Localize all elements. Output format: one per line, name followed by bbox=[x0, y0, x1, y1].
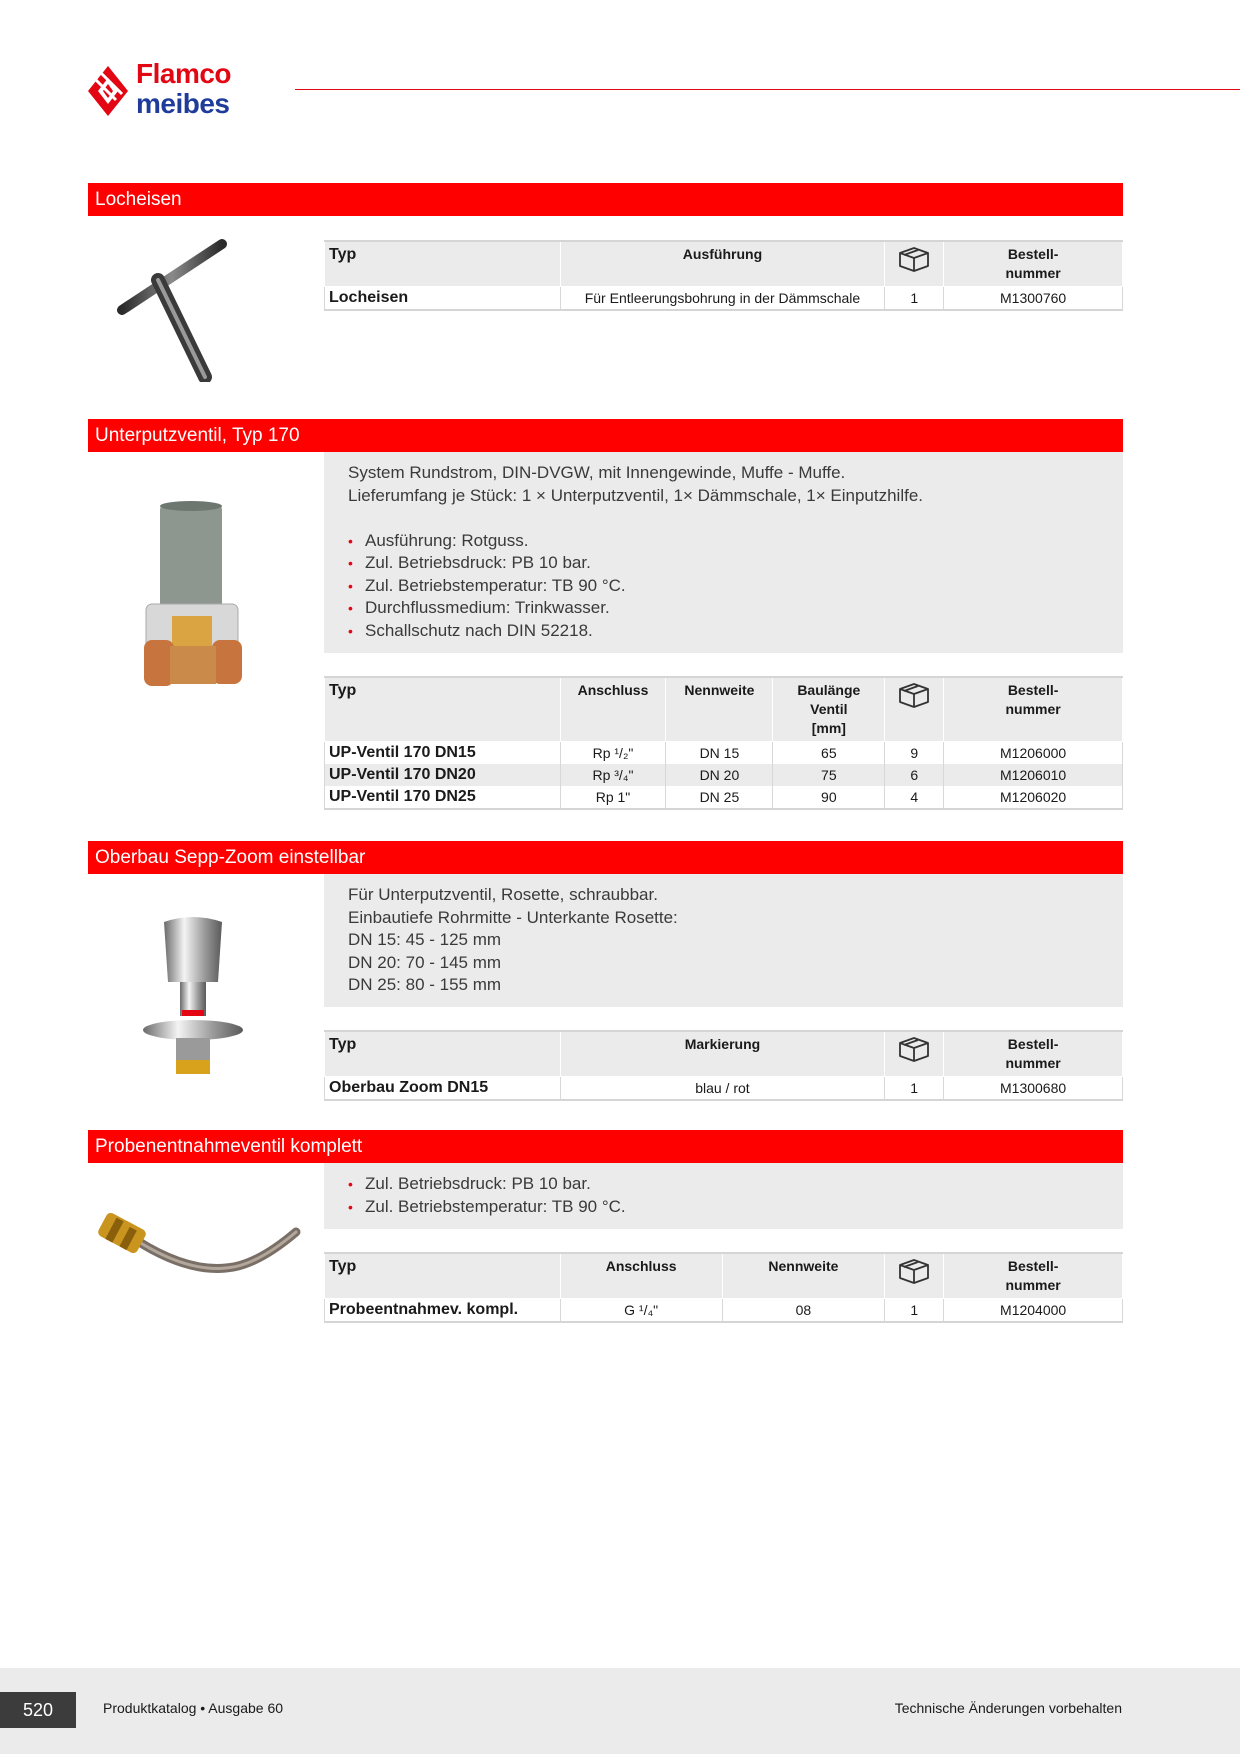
col-markierung: Markierung bbox=[560, 1031, 885, 1077]
col-anschluss: Anschluss bbox=[560, 677, 666, 742]
probe-feature-list bbox=[348, 1173, 1099, 1218]
logo-text-flamco: Flamco bbox=[136, 58, 232, 89]
probe-product-image bbox=[96, 1210, 302, 1310]
flamco-logo-icon bbox=[86, 64, 130, 118]
list-item: • Durchflussmedium: Trinkwasser. bbox=[348, 597, 1099, 620]
upventil-feature-list bbox=[348, 530, 1099, 643]
footer-catalog-label: Produktkatalog • Ausgabe 60 bbox=[103, 1700, 284, 1716]
col-nennweite: Nennweite bbox=[722, 1253, 885, 1299]
col-typ: Typ bbox=[325, 241, 561, 287]
upventil-table bbox=[324, 676, 1123, 810]
table-row: UP-Ventil 170 DN25 Rp 1" DN 25 90 4 M1206020 bbox=[325, 786, 1123, 809]
list-item: • Schallschutz nach DIN 52218. bbox=[348, 620, 1099, 643]
col-bestellnummer: Bestell- nummer bbox=[944, 1031, 1123, 1077]
upventil-description: System Rundstrom, DIN-DVGW, mit Innengewinde, Muffe - Muffe. Lieferumfang je Stück: 1 × Unterputzventil, 1× Dämmschale, 1× Einputzhilfe. • Ausführung: Rotguss. • Zul. Betriebsdruck: PB 10 bar. • Zul. Betriebstemperatur: TB 90 °C. • Durchflussmedium: Trinkwasser. • Schallschutz nach DIN 52218. bbox=[324, 452, 1123, 653]
package-icon bbox=[896, 681, 932, 709]
list-item: • Ausführung: Rotguss. bbox=[348, 530, 1099, 553]
brand-logo bbox=[86, 58, 266, 124]
table-row: Probeentnahmev. kompl. G ¹/₄" 08 1 M1204000 bbox=[325, 1299, 1123, 1323]
col-bestellnummer: Bestell- nummer bbox=[944, 677, 1123, 742]
oberbau-description: Für Unterputzventil, Rosette, schraubbar. Einbautiefe Rohrmitte - Unterkante Rosette: DN 15: 45 - 125 mm DN 20: 70 - 145 mm DN 25: 80 - 155 mm bbox=[324, 874, 1123, 1007]
col-typ: Typ bbox=[325, 1031, 561, 1077]
upventil-product-image bbox=[142, 500, 252, 690]
section-title-upventil: Unterputzventil, Typ 170 bbox=[88, 419, 1123, 452]
package-icon bbox=[896, 1257, 932, 1285]
table-row: Locheisen Für Entleerungsbohrung in der Dämmschale 1 M1300760 bbox=[325, 287, 1123, 311]
section-title-probe: Probenentnahmeventil komplett bbox=[88, 1130, 1123, 1163]
list-item: • Zul. Betriebstemperatur: TB 90 °C. bbox=[348, 575, 1099, 598]
table-row: Oberbau Zoom DN15 blau / rot 1 M1300680 bbox=[325, 1077, 1123, 1101]
col-nennweite: Nennweite bbox=[666, 677, 773, 742]
list-item: • Zul. Betriebsdruck: PB 10 bar. bbox=[348, 552, 1099, 575]
col-baulaenge: Baulänge Ventil [mm] bbox=[773, 677, 885, 742]
package-icon bbox=[896, 245, 932, 273]
package-icon bbox=[896, 1035, 932, 1063]
list-item: • Zul. Betriebsdruck: PB 10 bar. bbox=[348, 1173, 1099, 1196]
footer-disclaimer: Technische Änderungen vorbehalten bbox=[894, 1700, 1122, 1716]
section-title-oberbau: Oberbau Sepp-Zoom einstellbar bbox=[88, 841, 1123, 874]
col-ausfuehrung: Ausführung bbox=[560, 241, 885, 287]
col-typ: Typ bbox=[325, 1253, 561, 1299]
probe-description bbox=[324, 1163, 1123, 1229]
probe-table bbox=[324, 1252, 1123, 1323]
col-bestellnummer: Bestell- nummer bbox=[944, 1253, 1123, 1299]
logo-text-meibes: meibes bbox=[136, 88, 230, 119]
col-anschluss: Anschluss bbox=[560, 1253, 722, 1299]
col-packaging bbox=[885, 241, 944, 287]
col-packaging bbox=[885, 1253, 944, 1299]
table-row: UP-Ventil 170 DN20 Rp ³/₄" DN 20 75 6 M1206010 bbox=[325, 764, 1123, 786]
oberbau-table bbox=[324, 1030, 1123, 1101]
table-row: UP-Ventil 170 DN15 Rp ¹/₂" DN 15 65 9 M1206000 bbox=[325, 742, 1123, 765]
page-number: 520 bbox=[0, 1692, 76, 1728]
col-packaging bbox=[885, 1031, 944, 1077]
col-typ: Typ bbox=[325, 677, 561, 742]
col-packaging bbox=[885, 677, 944, 742]
locheisen-product-image bbox=[110, 232, 240, 382]
list-item: • Zul. Betriebstemperatur: TB 90 °C. bbox=[348, 1196, 1099, 1219]
header-divider bbox=[295, 89, 1240, 90]
oberbau-product-image bbox=[140, 912, 246, 1078]
col-bestellnummer: Bestell- nummer bbox=[944, 241, 1123, 287]
locheisen-table bbox=[324, 240, 1123, 311]
section-title-locheisen: Locheisen bbox=[88, 183, 1123, 216]
